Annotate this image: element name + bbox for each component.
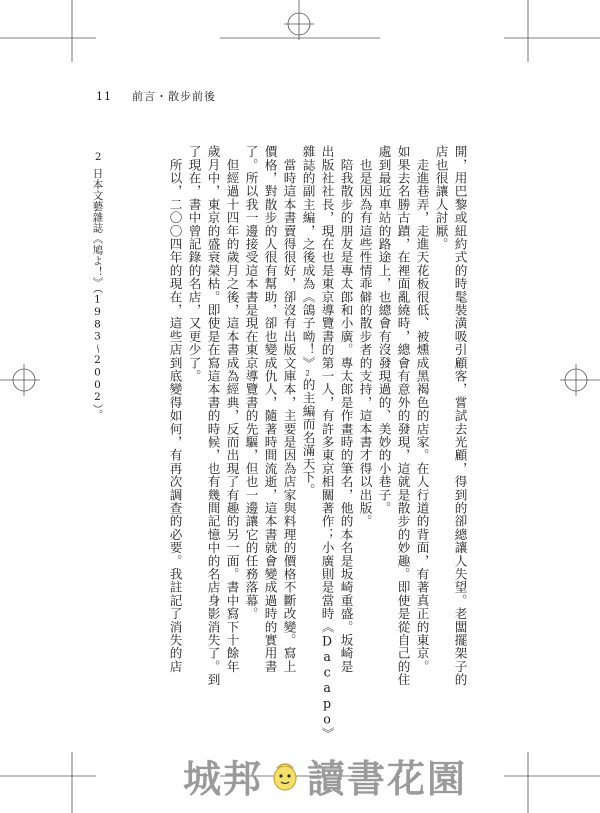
body-column: 了。所以我一邊接受這本書是現在東京導覽書的先驅，但也一邊讓它的任務落幕。 <box>243 145 259 621</box>
watermark-text-part2: 讀書花園 <box>307 757 468 801</box>
body-column: 了現在，書中曾記錄的名店，又更少了。 <box>186 145 202 383</box>
page-number: 11 <box>96 89 112 103</box>
body-column: 但經過十四年的歲月之後，這本書成為經典，反而出現了有趣的另一面。書中寫下十餘年 <box>224 145 240 673</box>
body-column: 所以，二〇〇四年的現在，這些店到底變得如何，有再次調查的必要。我註記了消失的店 <box>167 145 183 673</box>
body-column: 也是因為有這些性情乖僻的散步者的支持，這本書才得以出版。 <box>357 145 373 528</box>
watermark-text-part1: 城邦 <box>183 757 264 801</box>
body-text: 的主編而名滿天下。 <box>300 378 316 497</box>
running-title: 前言・散步前後 <box>132 90 216 103</box>
body-column: 如果去名勝古蹟，在裡面亂繞時，總會有意外的發現，這就是散步的妙趣。即使是從自己的住 <box>395 145 411 687</box>
running-header <box>96 88 216 104</box>
watermark <box>183 748 467 803</box>
body-column: 出版社社長，現在也是東京導覽書的第一人，有許多東京相關著作；小廣則是當時《Dacapo》 <box>319 145 335 741</box>
body-column: 走進巷弄，走進天花板很低、被燻成黑褐色的店家。在人行道的背面，有著真正的東京。 <box>414 145 430 673</box>
footnote-marker: 2 <box>303 369 312 379</box>
body-column: 陪我散步的朋友是專太郎和小廣。專太郎是作畫時的筆名，他的本名是坂崎重盛。坂崎是 <box>338 145 354 673</box>
body-column: 當時這本書賣得很好，卻沒有出版文庫本，主要是因為店家與料理的價格不斷改變。寫上 <box>281 145 297 673</box>
mascot-icon <box>267 758 303 794</box>
body-column: 開，用巴黎或紐約式的時髦裝潢吸引顧客，嘗試去光顧，得到的卻總讓人失望。老闆擺架子的 <box>452 145 468 687</box>
footnote-text: 日本文藝雜誌《鳩よ！》（1983～2002）。 <box>91 168 104 421</box>
body-column: 店也很讓人討厭。 <box>433 145 449 251</box>
body-column: 歲月中，東京的盛衰榮枯。即使是在寫這本書的時候，也有幾間記憶中的名店身影消失了。到 <box>205 145 221 687</box>
body-column: 處到最近車站的路途上，也總會有沒發現過的、美妙的小巷子。 <box>376 145 392 515</box>
footnote-number: 2 <box>95 152 102 163</box>
body-text: 雜誌的副主編，之後成為《鴿子呦！》 <box>300 145 316 370</box>
body-column: 價格，對散步的人很有幫助，卻也變成仇人，隨著時間流逝，這本書就會變成過時的實用書 <box>262 145 278 673</box>
body-column <box>301 145 314 497</box>
